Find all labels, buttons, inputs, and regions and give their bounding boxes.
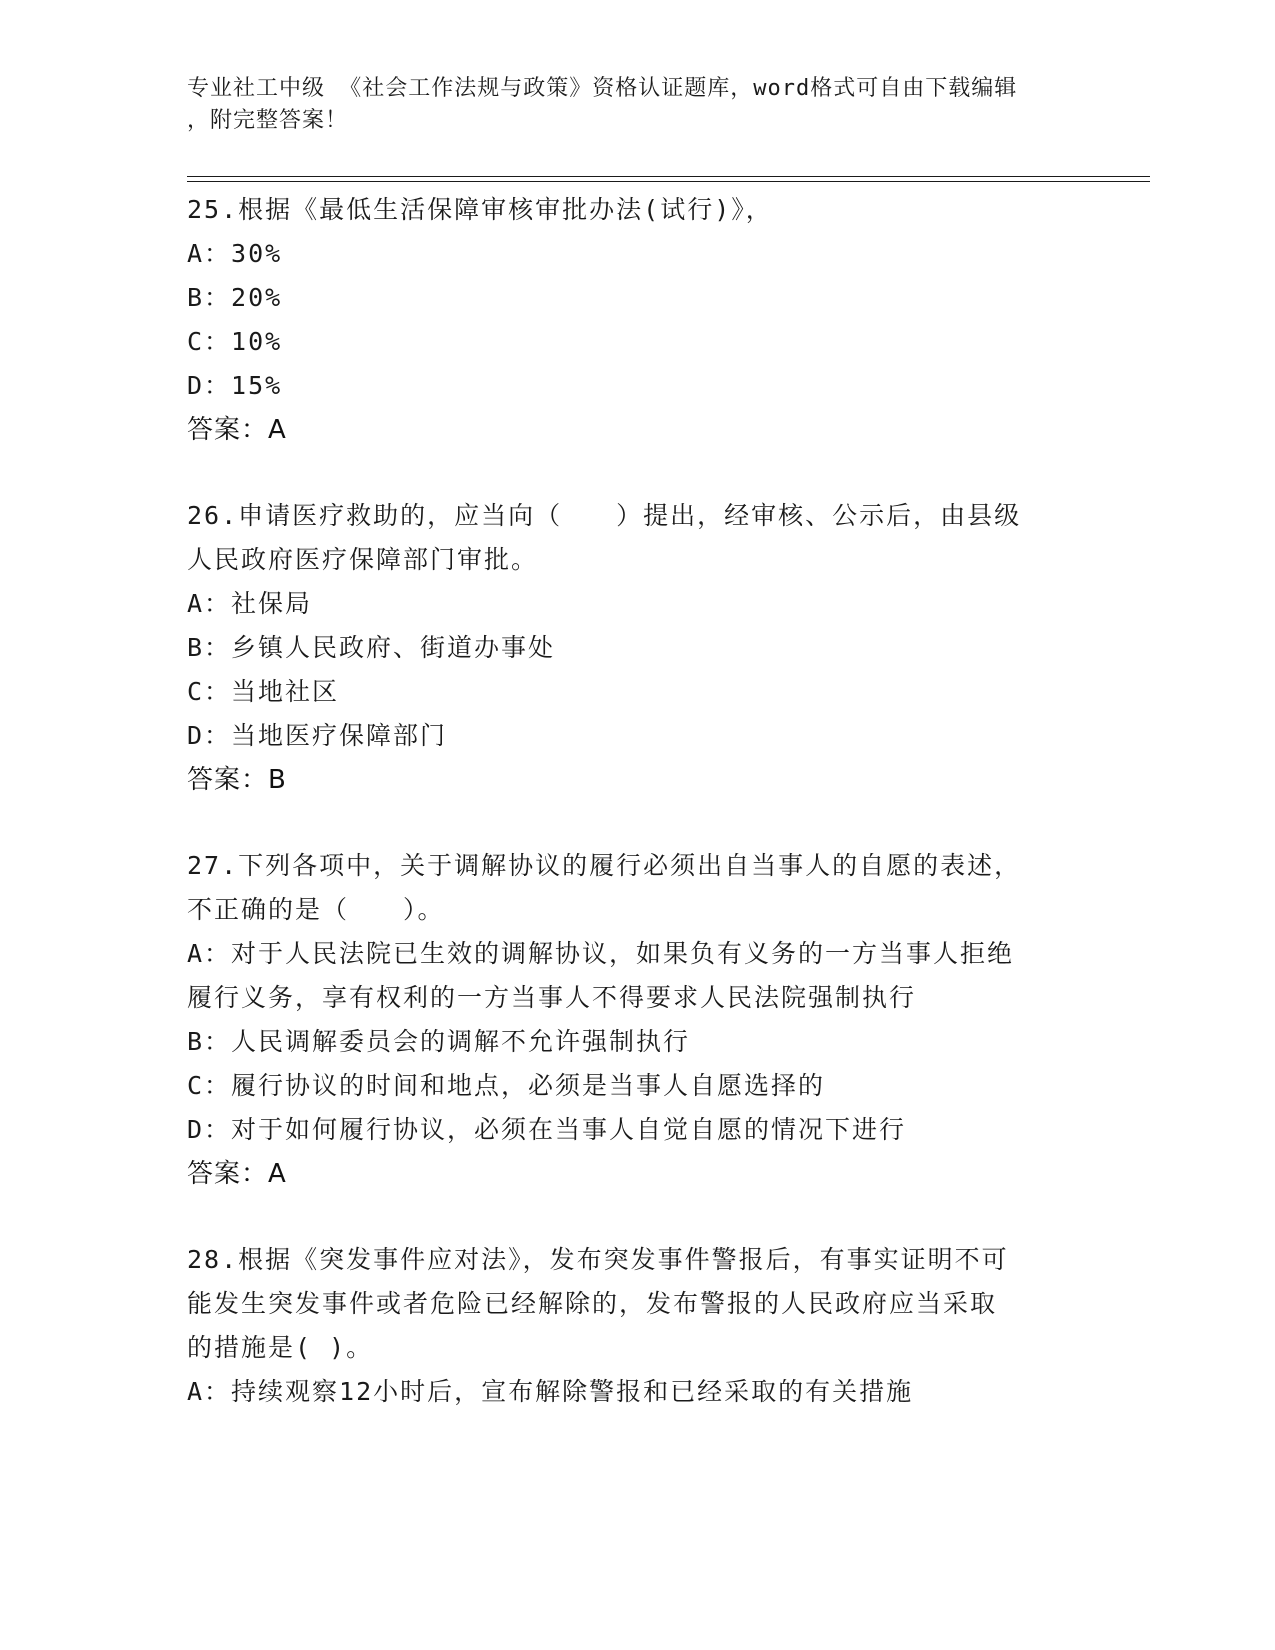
question-25-option-a: A：30% bbox=[187, 239, 283, 268]
question-27-option-a-line-1: A：对于人民法院已生效的调解协议，如果负有义务的一方当事人拒绝 bbox=[187, 939, 1015, 968]
question-27-option-a-line-2: 履行义务，享有权利的一方当事人不得要求人民法院强制执行 bbox=[187, 983, 917, 1012]
question-28-stem-line-1: 28.根据《突发事件应对法》，发布突发事件警报后，有事实证明不可 bbox=[187, 1245, 1009, 1274]
header-title-line-2: ，附完整答案！ bbox=[187, 108, 349, 133]
question-26-answer: 答案：B bbox=[187, 765, 287, 795]
question-28-stem-line-2: 能发生突发事件或者危险已经解除的，发布警报的人民政府应当采取 bbox=[187, 1289, 998, 1318]
question-26-stem-line-2: 人民政府医疗保障部门审批。 bbox=[187, 545, 539, 574]
header-divider-top bbox=[187, 176, 1150, 177]
question-27-option-c: C：履行协议的时间和地点，必须是当事人自愿选择的 bbox=[187, 1071, 826, 1100]
question-26-option-d: D：当地医疗保障部门 bbox=[187, 721, 448, 750]
question-25-option-d: D：15% bbox=[187, 371, 283, 400]
question-27-option-b: B：人民调解委员会的调解不允许强制执行 bbox=[187, 1027, 691, 1056]
question-25-stem: 25.根据《最低生活保障审核审批办法(试行)》， bbox=[187, 195, 773, 224]
header-divider-bottom bbox=[187, 181, 1150, 182]
question-27-answer: 答案：A bbox=[187, 1159, 287, 1189]
question-26-option-c: C：当地社区 bbox=[187, 677, 340, 706]
question-25-option-c: C：10% bbox=[187, 327, 283, 356]
header-title-line-1: 专业社工中级 《社会工作法规与政策》资格认证题库，word格式可自由下载编辑 bbox=[187, 76, 1018, 101]
question-27-stem-line-1: 27.下列各项中，关于调解协议的履行必须出自当事人的自愿的表述， bbox=[187, 851, 1022, 880]
question-27-option-d: D：对于如何履行协议，必须在当事人自觉自愿的情况下进行 bbox=[187, 1115, 907, 1144]
question-26-option-b: B：乡镇人民政府、街道办事处 bbox=[187, 633, 556, 662]
question-25-option-b: B：20% bbox=[187, 283, 283, 312]
question-27-stem-line-2: 不正确的是（ ）。 bbox=[187, 895, 445, 924]
question-25-answer: 答案：A bbox=[187, 415, 287, 445]
question-28-option-a: A：持续观察12小时后，宣布解除警报和已经采取的有关措施 bbox=[187, 1377, 914, 1406]
question-28-stem-line-3: 的措施是( )。 bbox=[187, 1333, 374, 1362]
question-26-stem-line-1: 26.申请医疗救助的，应当向（ ）提出，经审核、公示后，由县级 bbox=[187, 501, 1022, 530]
question-26-option-a: A：社保局 bbox=[187, 589, 313, 618]
